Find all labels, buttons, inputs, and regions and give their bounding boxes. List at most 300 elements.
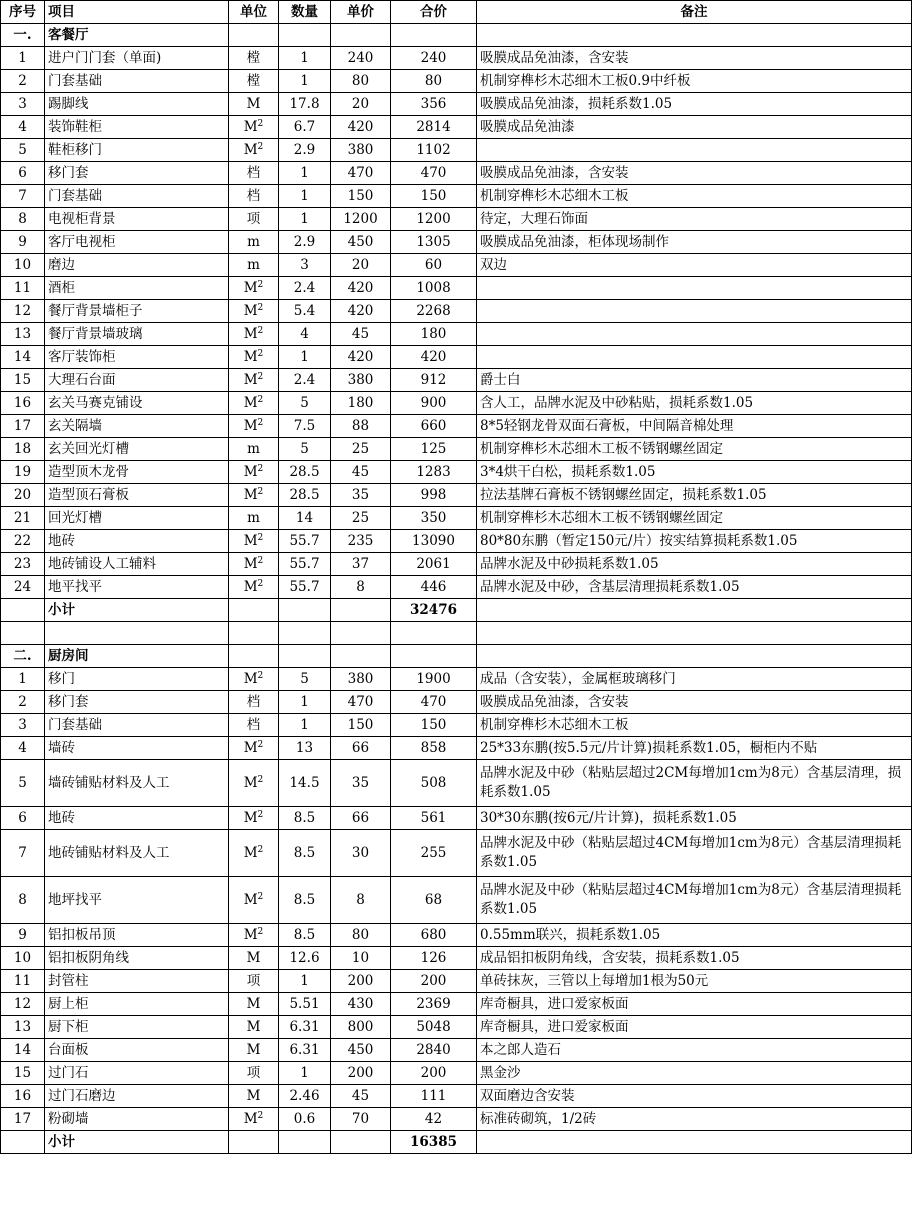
unit-superscript: 2 [257, 417, 264, 428]
unit-superscript: 2 [257, 302, 264, 313]
unit [229, 993, 279, 1016]
item-name-text: 厨下柜 [48, 1018, 89, 1035]
unit-price [331, 484, 391, 507]
quantity [279, 947, 331, 970]
line-total [391, 346, 477, 369]
empty-cell [1, 622, 45, 645]
section-title [45, 645, 229, 668]
table-row [1, 1108, 912, 1131]
row-number-text: 6 [18, 164, 27, 181]
unit-superscript: 2 [257, 463, 264, 474]
unit [229, 47, 279, 70]
row-number [1, 1016, 45, 1039]
item-name [45, 807, 229, 830]
line-total [391, 576, 477, 599]
col-header-total: 合价 [391, 1, 477, 24]
item-name-text: 踢脚线 [48, 95, 89, 112]
empty-cell [477, 622, 912, 645]
row-number-text: 16 [13, 1087, 32, 1104]
quantity-text: 12.6 [289, 949, 320, 966]
row-number-text: 9 [18, 233, 27, 250]
quantity [279, 877, 331, 924]
unit-superscript: 2 [257, 118, 264, 129]
item-name-text: 墙砖 [48, 739, 75, 756]
table-row [1, 1039, 912, 1062]
line-total-text: 255 [420, 844, 447, 861]
item-name-text: 门套基础 [48, 187, 102, 204]
line-total-text: 660 [420, 417, 447, 434]
row-number-text: 9 [18, 926, 27, 943]
item-name [45, 208, 229, 231]
table-row [1, 461, 912, 484]
note-text: 成品（含安装），金属框玻璃移门 [480, 670, 676, 687]
line-total-text: 508 [420, 774, 447, 791]
unit-price-text: 8 [356, 578, 365, 595]
quantity-text: 7.5 [293, 417, 316, 434]
line-total [391, 993, 477, 1016]
line-total-text: 1900 [416, 670, 451, 687]
unit-price-text: 10 [351, 949, 370, 966]
line-total [391, 507, 477, 530]
row-number [1, 553, 45, 576]
line-total [391, 668, 477, 691]
item-name [45, 185, 229, 208]
subtotal-row [1, 1131, 912, 1154]
note-text: 待定，大理石饰面 [480, 210, 588, 227]
note-text: 吸膜成品免油漆，含安装 [480, 693, 629, 710]
unit-price-text: 240 [347, 49, 374, 66]
quantity-text: 6.31 [289, 1041, 320, 1058]
unit [229, 461, 279, 484]
note-text: 8*5轻钢龙骨双面石膏板，中间隔音棉处理 [480, 417, 734, 434]
unit [229, 369, 279, 392]
note-text: 吸膜成品免油漆，柜体现场制作 [480, 233, 669, 250]
note-text: 吸膜成品免油漆，含安装 [480, 164, 629, 181]
table-row [1, 139, 912, 162]
unit [229, 924, 279, 947]
unit [229, 185, 279, 208]
quantity-text: 55.7 [289, 578, 320, 595]
row-number [1, 947, 45, 970]
item-name [45, 877, 229, 924]
table-row [1, 947, 912, 970]
section-header-row [1, 645, 912, 668]
line-total [391, 70, 477, 93]
row-number [1, 737, 45, 760]
subtotal-value-text: 32476 [410, 601, 457, 618]
unit-text: M [243, 417, 258, 434]
item-name-text: 地坪找平 [48, 891, 102, 908]
section-number-text: 一. [13, 26, 32, 43]
unit-superscript: 2 [257, 141, 264, 152]
quantity [279, 93, 331, 116]
item-name-text: 地砖 [48, 809, 75, 826]
unit-price [331, 1085, 391, 1108]
note-text: 双面磨边含安装 [480, 1087, 575, 1104]
quantity-text: 8.5 [293, 891, 316, 908]
quantity [279, 208, 331, 231]
row-number [1, 576, 45, 599]
row-number-text: 17 [13, 1110, 32, 1127]
row-number [1, 530, 45, 553]
item-name [45, 1108, 229, 1131]
unit-price-text: 45 [351, 325, 370, 342]
unit-text: M [243, 141, 258, 158]
item-name [45, 668, 229, 691]
quantity-text: 5 [300, 394, 309, 411]
unit-price-text: 45 [351, 463, 370, 480]
quantity [279, 185, 331, 208]
unit-text: M [243, 325, 258, 342]
item-name [45, 369, 229, 392]
table-row [1, 162, 912, 185]
quantity-text: 13 [295, 739, 314, 756]
note [477, 461, 912, 484]
unit-price-text: 420 [347, 118, 374, 135]
row-number [1, 970, 45, 993]
row-number [1, 415, 45, 438]
unit-price-text: 430 [347, 995, 374, 1012]
line-total-text: 900 [420, 394, 447, 411]
quantity-text: 1 [300, 716, 309, 733]
unit-price-text: 20 [351, 95, 370, 112]
quantity-text: 5.51 [289, 995, 320, 1012]
quantity [279, 139, 331, 162]
empty-cell [1, 1131, 45, 1154]
unit-text: 项 [246, 972, 261, 989]
note-text: 0.55mm联兴，损耗系数1.05 [480, 926, 661, 943]
unit-text: 档 [246, 716, 261, 733]
unit [229, 691, 279, 714]
row-number-text: 16 [13, 394, 32, 411]
item-name-text: 地平找平 [48, 578, 102, 595]
note-text: 库奇橱具，进口爱家板面 [480, 995, 629, 1012]
table-row [1, 1062, 912, 1085]
row-number-text: 6 [18, 809, 27, 826]
unit-price [331, 830, 391, 877]
line-total [391, 323, 477, 346]
note-text: 双边 [480, 256, 507, 273]
quantity [279, 1039, 331, 1062]
unit-text: M [243, 463, 258, 480]
line-total [391, 1085, 477, 1108]
row-number [1, 993, 45, 1016]
item-name-text: 餐厅背景墙玻璃 [48, 325, 143, 342]
row-number [1, 231, 45, 254]
line-total [391, 231, 477, 254]
item-name [45, 576, 229, 599]
note [477, 1062, 912, 1085]
line-total-text: 858 [420, 739, 447, 756]
table-row [1, 369, 912, 392]
note [477, 507, 912, 530]
note-text: 80*80东鹏（暂定150元/片）按实结算损耗系数1.05 [480, 532, 798, 549]
unit-price [331, 760, 391, 807]
note [477, 47, 912, 70]
item-name-text: 台面板 [48, 1041, 89, 1058]
item-name [45, 530, 229, 553]
line-total [391, 369, 477, 392]
line-total [391, 47, 477, 70]
table-row [1, 760, 912, 807]
unit-price [331, 139, 391, 162]
row-number-text: 7 [18, 844, 27, 861]
item-name [45, 507, 229, 530]
empty-cell [477, 1131, 912, 1154]
item-name [45, 714, 229, 737]
quantity [279, 970, 331, 993]
unit-price-text: 420 [347, 279, 374, 296]
quantity [279, 415, 331, 438]
quantity [279, 691, 331, 714]
unit [229, 877, 279, 924]
unit-price-text: 30 [351, 844, 370, 861]
unit-price-text: 80 [351, 926, 370, 943]
quantity-text: 55.7 [289, 532, 320, 549]
item-name [45, 1085, 229, 1108]
col-header-price: 单价 [331, 1, 391, 24]
row-number-text: 11 [13, 279, 32, 296]
row-number [1, 254, 45, 277]
item-name-text: 客厅电视柜 [48, 233, 116, 250]
quantity [279, 576, 331, 599]
unit [229, 1062, 279, 1085]
unit [229, 1016, 279, 1039]
unit-text: M [246, 95, 261, 112]
note [477, 737, 912, 760]
line-total [391, 877, 477, 924]
quantity [279, 369, 331, 392]
quantity-text: 6.31 [289, 1018, 320, 1035]
unit [229, 714, 279, 737]
unit [229, 760, 279, 807]
note-text: 机制穿榫杉木芯细木工板不锈钢螺丝固定 [480, 509, 723, 526]
unit-price-text: 235 [347, 532, 374, 549]
table-row [1, 346, 912, 369]
item-name [45, 346, 229, 369]
unit-price-text: 8 [356, 891, 365, 908]
note [477, 116, 912, 139]
note-text: 吸膜成品免油漆，含安装 [480, 49, 629, 66]
table-row [1, 507, 912, 530]
unit-text: M [246, 1041, 261, 1058]
line-total-text: 68 [424, 891, 443, 908]
table-row [1, 208, 912, 231]
unit-superscript: 2 [257, 926, 264, 937]
item-name-text: 过门石磨边 [48, 1087, 116, 1104]
line-total [391, 185, 477, 208]
row-number-text: 24 [13, 578, 32, 595]
quantity [279, 668, 331, 691]
unit [229, 947, 279, 970]
quantity [279, 924, 331, 947]
col-header-note: 备注 [477, 1, 912, 24]
line-total [391, 737, 477, 760]
quantity-text: 1 [300, 210, 309, 227]
quantity [279, 553, 331, 576]
item-name [45, 231, 229, 254]
table-body [1, 24, 912, 1154]
table-row [1, 116, 912, 139]
item-name [45, 139, 229, 162]
table-row [1, 970, 912, 993]
row-number-text: 15 [13, 371, 32, 388]
unit-price [331, 737, 391, 760]
unit-price-text: 88 [351, 417, 370, 434]
quantity-text: 1 [300, 1064, 309, 1081]
line-total-text: 240 [420, 49, 447, 66]
line-total [391, 300, 477, 323]
line-total-text: 180 [420, 325, 447, 342]
unit-price-text: 200 [347, 972, 374, 989]
table-row [1, 277, 912, 300]
line-total-text: 561 [420, 809, 447, 826]
line-total [391, 970, 477, 993]
subtotal-label [45, 599, 229, 622]
empty-cell [477, 599, 912, 622]
unit-text: M [243, 348, 258, 365]
unit-price [331, 93, 391, 116]
quantity-text: 28.5 [289, 486, 320, 503]
row-number [1, 1062, 45, 1085]
table-row [1, 553, 912, 576]
item-name [45, 438, 229, 461]
empty-cell [229, 622, 279, 645]
section-header-row [1, 24, 912, 47]
unit-text: M [243, 739, 258, 756]
unit [229, 162, 279, 185]
empty-cell [331, 1131, 391, 1154]
quantity-text: 14.5 [289, 774, 320, 791]
line-total-text: 200 [420, 1064, 447, 1081]
line-total-text: 1102 [416, 141, 451, 158]
item-name-text: 鞋柜移门 [48, 141, 102, 158]
line-total [391, 947, 477, 970]
line-total [391, 116, 477, 139]
row-number-text: 8 [18, 891, 27, 908]
row-number [1, 668, 45, 691]
table-row [1, 300, 912, 323]
quantity-text: 2.4 [293, 279, 316, 296]
quantity-text: 14 [295, 509, 314, 526]
note [477, 484, 912, 507]
row-number [1, 346, 45, 369]
row-number [1, 1108, 45, 1131]
table-row [1, 830, 912, 877]
empty-cell [279, 622, 331, 645]
unit-price [331, 807, 391, 830]
unit-text: 档 [246, 187, 261, 204]
row-number-text: 18 [13, 440, 32, 457]
unit-text: M [243, 394, 258, 411]
row-number [1, 714, 45, 737]
col-header-unit: 单位 [229, 1, 279, 24]
note [477, 438, 912, 461]
line-total-text: 446 [420, 578, 447, 595]
unit-price [331, 369, 391, 392]
note [477, 530, 912, 553]
line-total-text: 470 [420, 693, 447, 710]
line-total [391, 530, 477, 553]
item-name-text: 玄关回光灯槽 [48, 440, 129, 457]
unit-price-text: 450 [347, 233, 374, 250]
unit-text: 档 [246, 164, 261, 181]
line-total [391, 392, 477, 415]
note [477, 947, 912, 970]
unit-price-text: 150 [347, 716, 374, 733]
unit [229, 830, 279, 877]
item-name [45, 993, 229, 1016]
item-name [45, 970, 229, 993]
unit-price [331, 47, 391, 70]
item-name-text: 门套基础 [48, 716, 102, 733]
item-name-text: 门套基础 [48, 72, 102, 89]
quantity [279, 323, 331, 346]
unit-price-text: 70 [351, 1110, 370, 1127]
unit-price [331, 70, 391, 93]
note [477, 760, 912, 807]
unit-text: M [243, 891, 258, 908]
unit-text: M [243, 555, 258, 572]
quantity-text: 2.46 [289, 1087, 320, 1104]
row-number-text: 20 [13, 486, 32, 503]
quantity [279, 807, 331, 830]
row-number-text: 2 [18, 72, 27, 89]
unit [229, 807, 279, 830]
subtotal-row [1, 599, 912, 622]
unit-price-text: 380 [347, 141, 374, 158]
unit-superscript: 2 [257, 486, 264, 497]
note [477, 139, 912, 162]
line-total-text: 350 [420, 509, 447, 526]
note [477, 346, 912, 369]
quantity [279, 530, 331, 553]
line-total-text: 680 [420, 926, 447, 943]
quantity [279, 346, 331, 369]
unit-text: M [246, 995, 261, 1012]
note-text: 品牌水泥及中砂损耗系数1.05 [480, 555, 659, 572]
unit-superscript: 2 [257, 670, 264, 681]
row-number [1, 323, 45, 346]
unit-price [331, 185, 391, 208]
unit-price [331, 277, 391, 300]
line-total [391, 208, 477, 231]
line-total-text: 2840 [416, 1041, 451, 1058]
unit [229, 530, 279, 553]
item-name [45, 760, 229, 807]
item-name-text: 地砖铺设人工辅料 [48, 555, 156, 572]
note-text: 25*33东鹏(按5.5元/片计算)损耗系数1.05，橱柜内不贴 [480, 739, 818, 756]
quantity-text: 55.7 [289, 555, 320, 572]
blank-row [1, 622, 912, 645]
unit-price-text: 470 [347, 693, 374, 710]
item-name [45, 830, 229, 877]
unit-price [331, 691, 391, 714]
line-total-text: 2369 [416, 995, 451, 1012]
row-number-text: 5 [18, 774, 27, 791]
row-number [1, 369, 45, 392]
unit-text: m [247, 233, 260, 250]
item-name [45, 737, 229, 760]
item-name-text: 移门套 [48, 164, 89, 181]
unit-price-text: 66 [351, 739, 370, 756]
row-number [1, 93, 45, 116]
line-total [391, 277, 477, 300]
note [477, 1108, 912, 1131]
table-row [1, 185, 912, 208]
row-number [1, 691, 45, 714]
row-number-text: 17 [13, 417, 32, 434]
